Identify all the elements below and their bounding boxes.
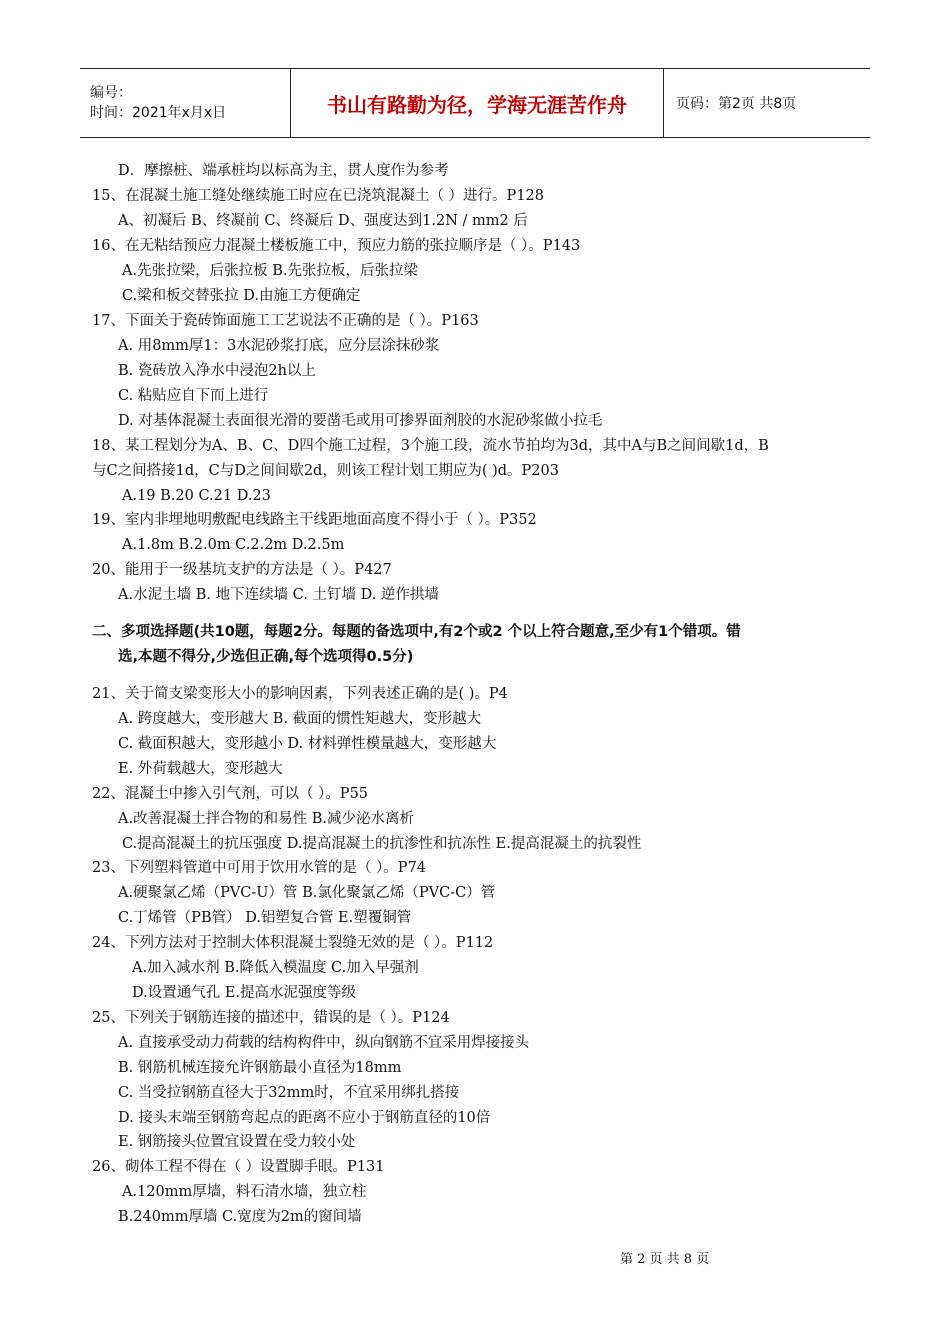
question-line: C.提高混凝土的抗压强度 D.提高混凝土的抗渗性和抗冻性 E.提高混凝土的抗裂性: [122, 836, 642, 852]
question-line: 25、下列关于钢筋连接的描述中，错误的是（ ）。P124: [92, 1010, 450, 1026]
question-line: C. 截面积越大，变形越小 D. 材料弹性模量越大，变形越大: [118, 736, 497, 752]
question-line: 17、下面关于瓷砖饰面施工工艺说法不正确的是（ ）。P163: [92, 313, 479, 329]
question-line: A.硬聚氯乙烯（PVC-U）管 B.氯化聚氯乙烯（PVC-C）管: [118, 885, 496, 901]
question-line: A. 跨度越大，变形越大 B. 截面的惯性矩越大，变形越大: [118, 711, 482, 727]
question-line: E. 外荷载越大，变形越大: [118, 761, 283, 777]
question-line: B. 钢筋机械连接允许钢筋最小直径为18mm: [118, 1060, 402, 1076]
header-page-info: [664, 69, 796, 137]
question-line: A.改善混凝土拌合物的和易性 B.减少泌水离析: [118, 811, 414, 827]
question-line: C.梁和板交替张拉 D.由施工方便确定: [122, 288, 361, 304]
question-line: 26、砌体工程不得在（ ）设置脚手眼。P131: [92, 1159, 385, 1175]
question-line: C.丁烯管（PB管） D.铝塑复合管 E.塑覆铜管: [118, 910, 412, 926]
page-header: [80, 68, 870, 138]
question-line: 19、室内非埋地明敷配电线路主干线距地面高度不得小于（ ）。P352: [92, 512, 537, 528]
question-line: A.19 B.20 C.21 D.23: [122, 488, 271, 504]
question-line: 20、能用于一级基坑支护的方法是（ ）。P427: [92, 562, 392, 578]
question-line: B.240mm厚墙 C.宽度为2m的窗间墙: [118, 1209, 362, 1225]
question-line: A.加入减水剂 B.降低入模温度 C.加入早强剂: [132, 960, 419, 976]
question-line: D.设置通气孔 E.提高水泥强度等级: [132, 985, 357, 1001]
number-label: 编号：: [90, 85, 132, 101]
question-line: E. 钢筋接头位置宜设置在受力较小处: [118, 1134, 356, 1150]
question-line: A.1.8m B.2.0m C.2.2m D.2.5m: [122, 537, 345, 553]
question-line: 24、下列方法对于控制大体积混凝土裂缝无效的是（ ）。P112: [92, 935, 494, 951]
page-info-text: 页码：第2页 共8页: [676, 96, 797, 112]
question-line: A.120mm厚墙，料石清水墙，独立柱: [122, 1184, 367, 1200]
question-line: 22、混凝土中掺入引气剂，可以（ ）。P55: [92, 786, 369, 802]
header-meta: [80, 69, 290, 137]
question-line: A、初凝后 B、终凝前 C、终凝后 D、强度达到1.2N / mm2 后: [118, 213, 528, 229]
question-line: 23、下列塑料管道中可用于饮用水管的是（ ）。P74: [92, 860, 427, 876]
question-line: 与C之间搭接1d，C与D之间间歇2d，则该工程计划工期应为( )d。P203: [92, 463, 559, 479]
section-heading: 选,本题不得分,少选但正确,每个选项得0.5分): [118, 649, 414, 665]
question-line: A.先张拉梁，后张拉板 B.先张拉板，后张拉梁: [122, 263, 418, 279]
question-line: 16、在无粘结预应力混凝土楼板施工中，预应力筋的张拉顺序是（ ）。P143: [92, 238, 581, 254]
page-footer: 第 2 页 共 8 页: [620, 1252, 710, 1267]
motto-text: 书山有路勤为径，学海无涯苦作舟: [327, 92, 627, 117]
question-line: C. 粘贴应自下而上进行: [118, 388, 269, 404]
question-line: D. 对基体混凝土表面很光滑的要凿毛或用可掺界面剂胶的水泥砂浆做小拉毛: [118, 413, 603, 429]
question-line: A. 用8mm厚1：3水泥砂浆打底，应分层涂抹砂浆: [118, 338, 440, 354]
question-line: D．摩擦桩、端承桩均以标高为主，贯人度作为参考: [118, 163, 449, 179]
question-line: 15、在混凝土施工缝处继续施工时应在已浇筑混凝土（ ）进行。P128: [92, 188, 544, 204]
question-line: B. 瓷砖放入净水中浸泡2h以上: [118, 363, 316, 379]
header-motto: [290, 69, 664, 137]
question-line: 18、某工程划分为A、B、C、D四个施工过程，3个施工段，流水节拍均为3d，其中A与B之间间歇1d，B: [92, 438, 769, 454]
question-line: D. 接头末端至钢筋弯起点的距离不应小于钢筋直径的10倍: [118, 1110, 491, 1126]
question-line: 21、关于简支梁变形大小的影响因素，下列表述正确的是( )。P4: [92, 686, 508, 702]
question-line: C. 当受拉钢筋直径大于32mm时，不宜采用绑扎搭接: [118, 1085, 460, 1101]
section-heading: 二、多项选择题(共10题，每题2分。每题的备选项中,有2个或2 个以上符合题意,至少有1个错项。错: [92, 624, 741, 640]
question-line: A. 直接承受动力荷载的结构构件中，纵向钢筋不宜采用焊接接头: [118, 1035, 530, 1051]
question-line: A.水泥土墙 B. 地下连续墙 C. 土钉墙 D. 逆作拱墙: [118, 587, 439, 603]
date-label: 时间：2021年x月x日: [90, 105, 227, 121]
